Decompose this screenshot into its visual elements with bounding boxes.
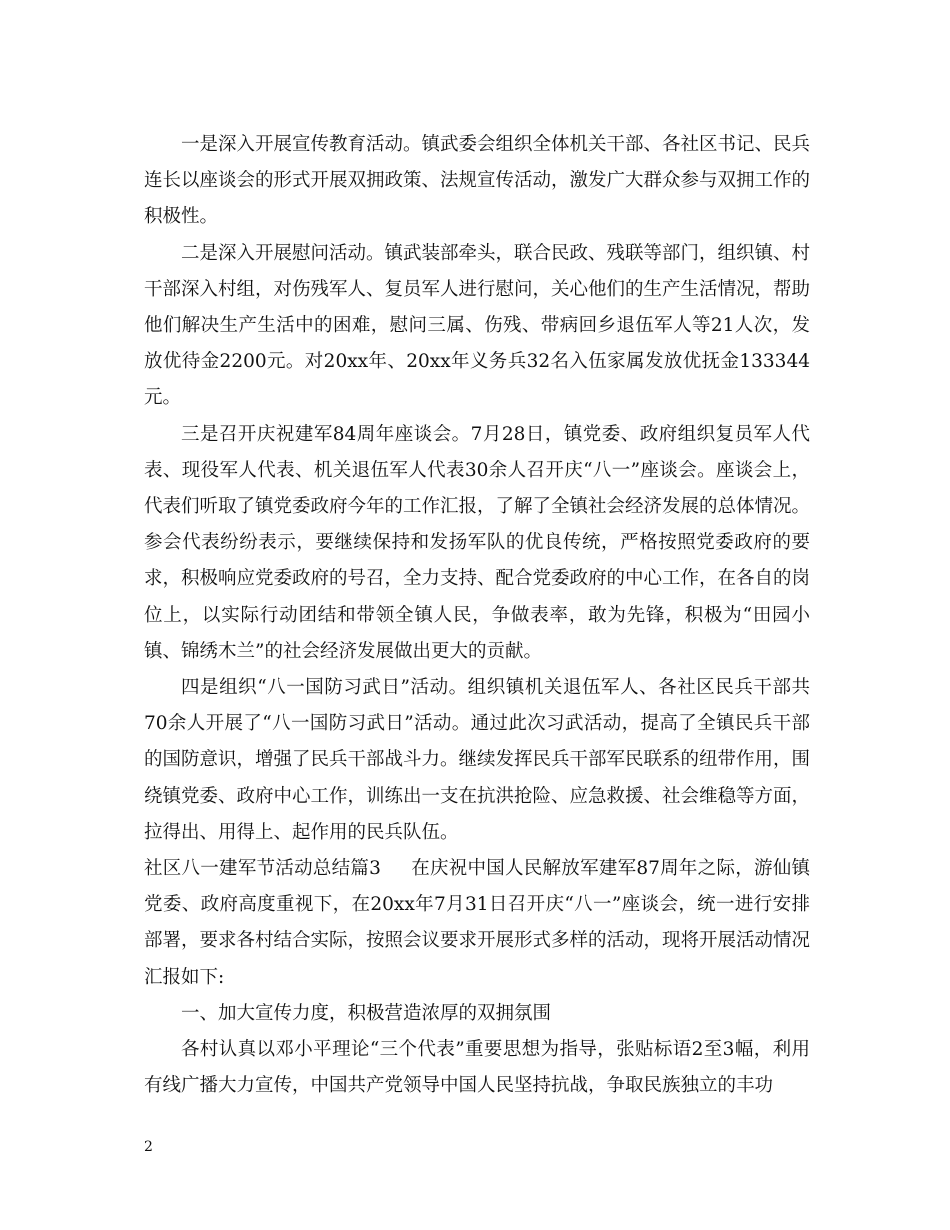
paragraph-propaganda: 一是深入开展宣传教育活动。镇武委会组织全体机关干部、各社区书记、民兵连长以座谈会的形式开展双拥政策、法规宣传活动，激发广大群众参与双拥工作的积极性。 — [144, 134, 811, 228]
page-number: 2 — [144, 1139, 153, 1155]
paragraph-visits: 二是深入开展慰问活动。镇武装部牵头，联合民政、残联等部门，组织镇、村干部深入村组，对伤残军人、复员军人进行慰问，关心他们的生产生活情况，帮助他们解决生产生活中的困难，慰问三属、伤残、带病回乡退伍军人等21人次，发放优待金2200元。对20xx年、20xx年义务兵32名入伍家属发放优抚金133344元。 — [144, 242, 811, 409]
paragraph-slogans: 各村认真以邓小平理论“三个代表”重要思想为指导，张贴标语2至3幅，利用有线广播大力宣传，中国共产党领导中国人民坚持抗战，争取民族独立的丰功 — [144, 1039, 810, 1097]
paragraph-symposium: 三是召开庆祝建军84周年座谈会。7月28日，镇党委、政府组织复员军人代表、现役军人代表、机关退伍军人代表30余人召开庆“八一”座谈会。座谈会上，代表们听取了镇党委政府今年的工作汇报，了解了全镇社会经济发展的总体情况。参会代表纷纷表示，要继续保持和发扬军队的优良传统，严格按照党委政府的要求，积极响应党委政府的号召，全力支持、配合党委政府的中心工作，在各自的岗位上，以实际行动团结和带领全镇人民，争做表率，敢为先锋，积极为“田园小镇、锦绣木兰”的社会经济发展做出更大的贡献。 — [144, 423, 811, 662]
document-body — [144, 127, 810, 1104]
section-heading: 社区八一建军节活动总结篇3 — [144, 858, 381, 880]
subheading: 一、加大宣传力度，积极营造浓厚的双拥氛围 — [181, 1002, 552, 1024]
paragraph-martial-day: 四是组织“八一国防习武日”活动。组织镇机关退伍军人、各社区民兵干部共70余人开展了“八一国防习武日”活动。通过此次习武活动，提高了全镇民兵干部的国防意识，增强了民兵干部战斗力。继续发挥民兵干部军民联系的纽带作用，围绕镇党委、政府中心工作，训练出一支在抗洪抢险、应急救援、社会维稳等方面，拉得出、用得上、起作用的民兵队伍。 — [144, 677, 811, 843]
section-intro: 在庆祝中国人民解放军建军87周年之际，游仙镇党委、政府高度重视下，在20xx年7月31日召开庆“八一”座谈会，统一进行安排部署，要求各村结合实际，按照会议要求开展形式多样的活动，现将开展活动情况汇报如下: — [144, 858, 811, 988]
section-paragraph — [144, 851, 810, 996]
